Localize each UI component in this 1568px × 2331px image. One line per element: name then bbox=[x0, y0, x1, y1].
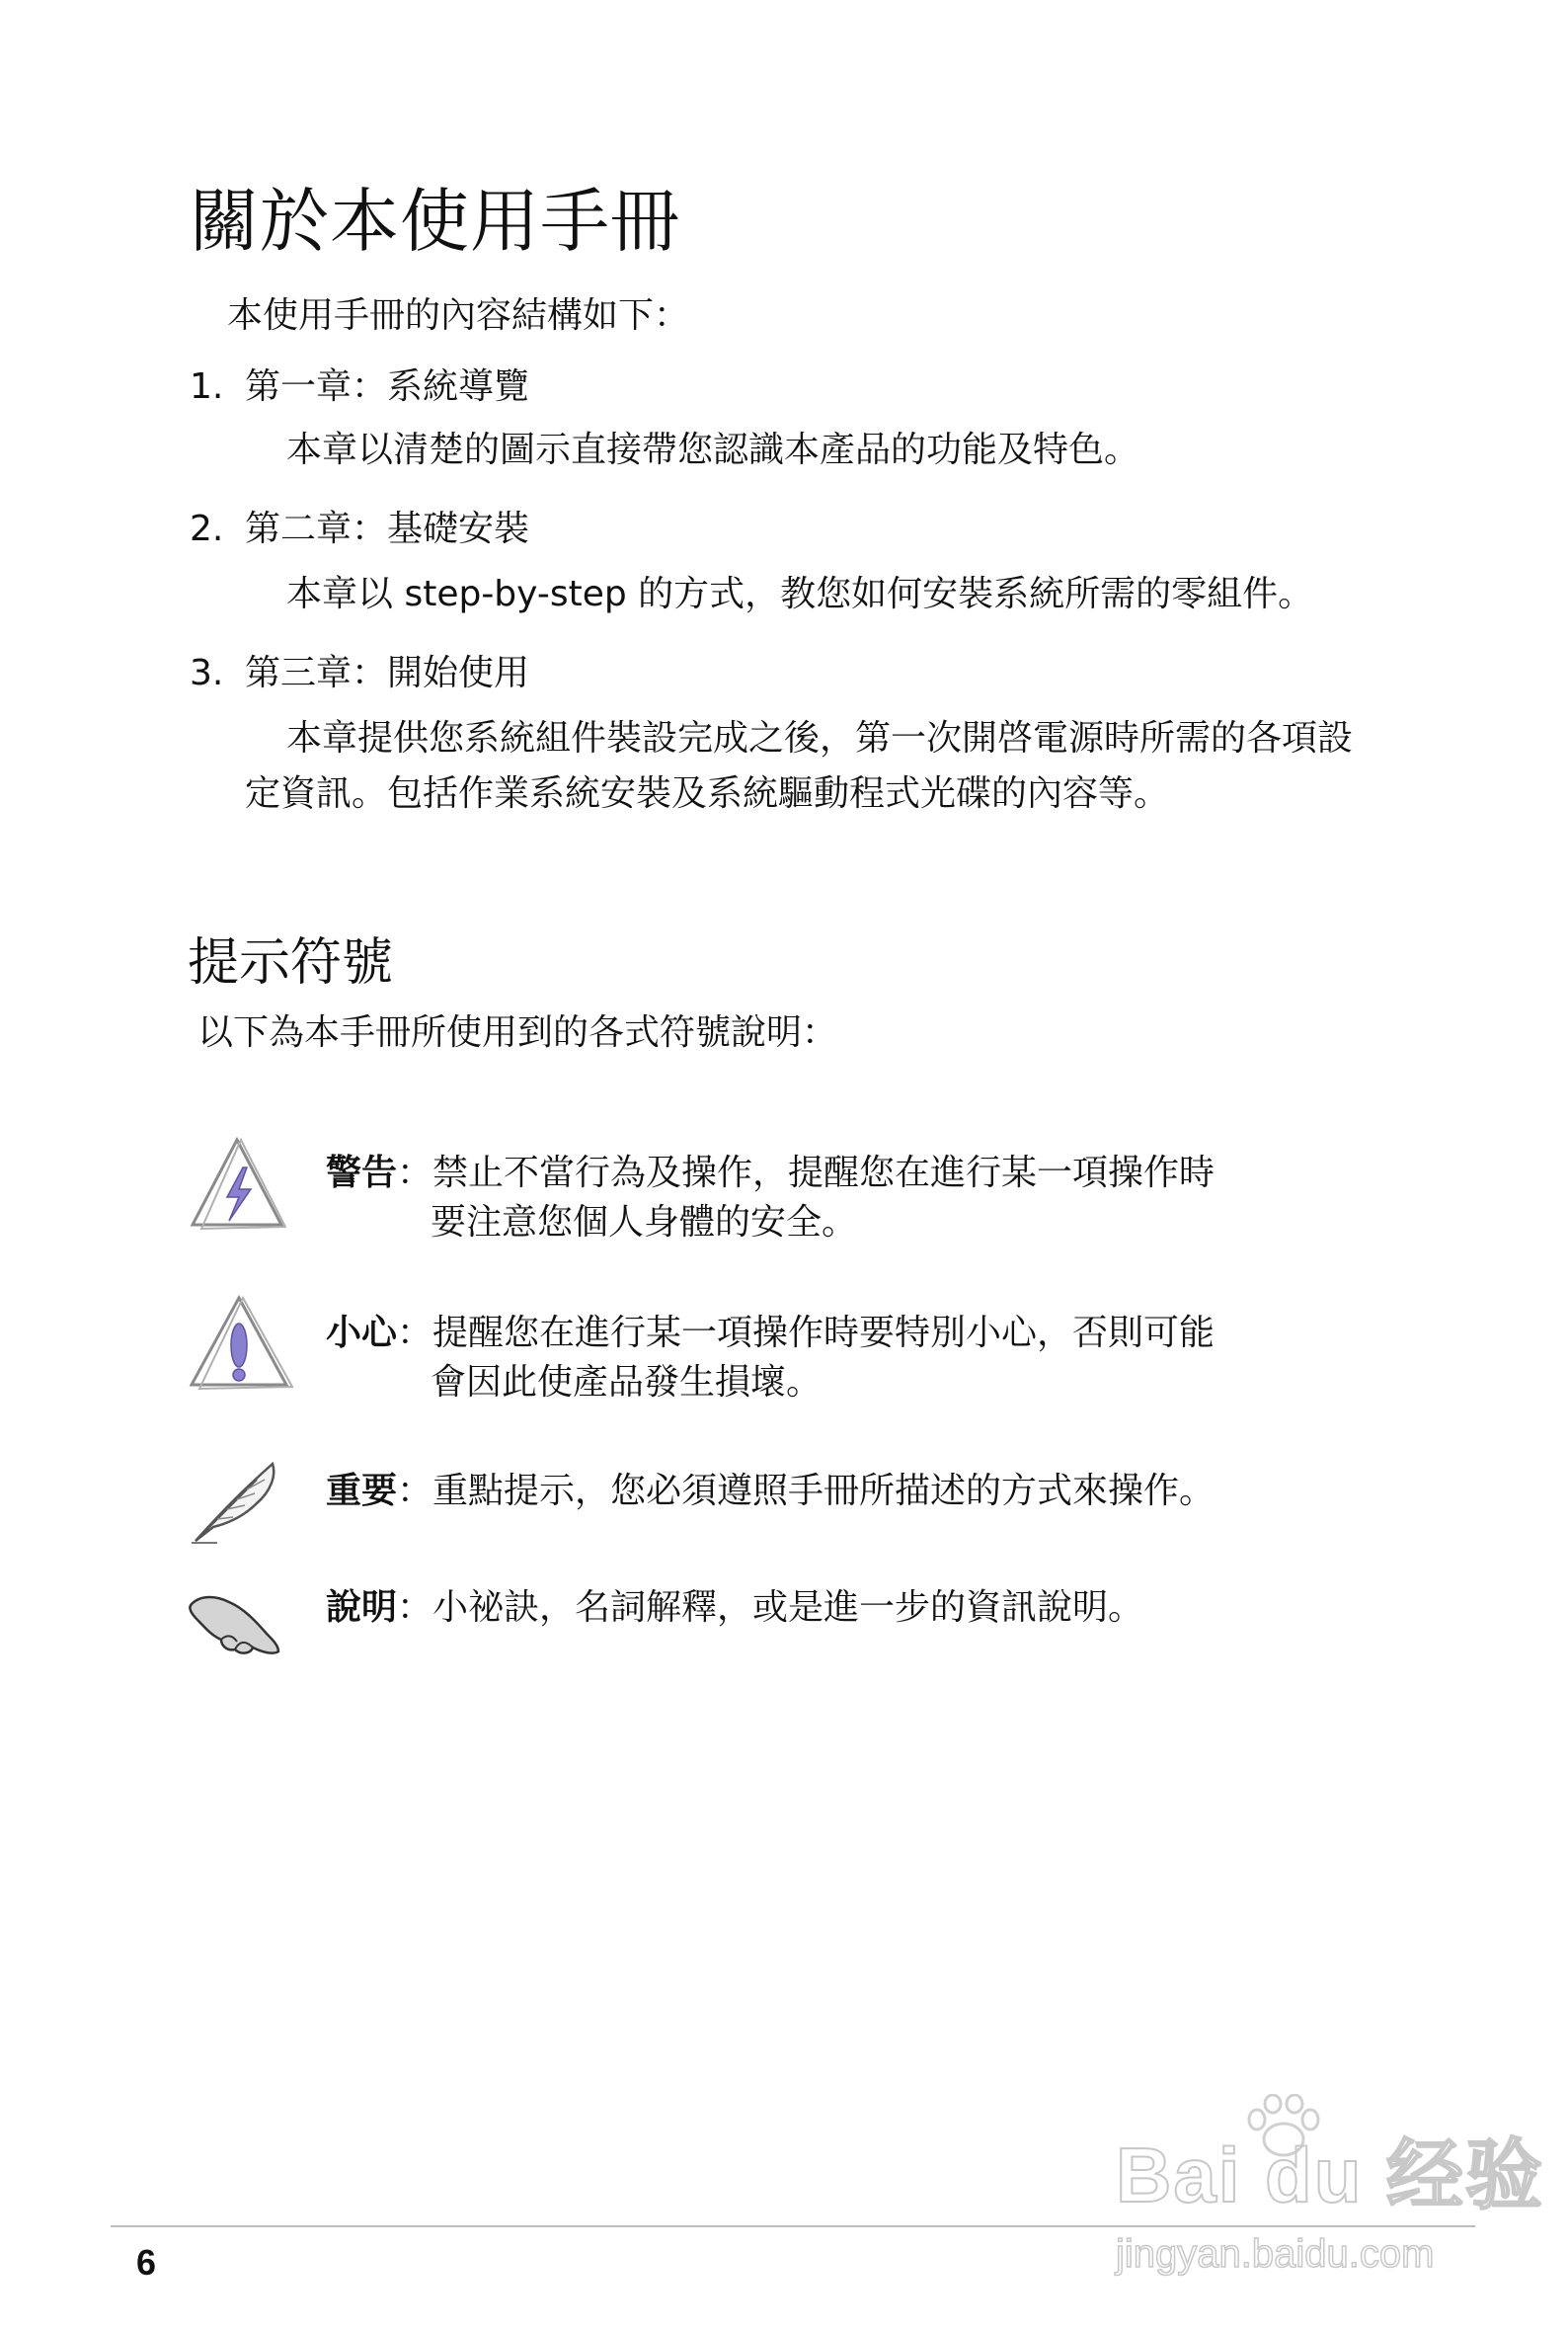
watermark-url: jingyan.baidu.com bbox=[1116, 2232, 1435, 2276]
note-caution-line1 bbox=[326, 1308, 1215, 1359]
intro-text: 本使用手冊的內容結構如下： bbox=[227, 295, 690, 336]
section-intro: 以下為本手冊所使用到的各式符號說明： bbox=[197, 1012, 838, 1053]
note-warning-line1 bbox=[326, 1148, 1215, 1199]
chapter-desc-2: 本章以 step-by-step 的方式，教您如何安裝系統所需的零組件。 bbox=[286, 574, 1314, 614]
chapter-desc-3-line2: 定資訊。包括作業系統安裝及系統驅動程式光碟的內容等。 bbox=[245, 773, 1170, 814]
note-label: 小心 bbox=[326, 1313, 398, 1353]
feather-quill-icon bbox=[188, 1458, 286, 1547]
pointing-hand-icon bbox=[188, 1590, 286, 1659]
note-label: 說明 bbox=[326, 1587, 398, 1628]
note-separator: ： bbox=[397, 1153, 433, 1193]
chapter-heading-2 bbox=[190, 504, 529, 555]
note-text: 提醒您在進行某一項操作時要特別小心，否則可能 bbox=[432, 1313, 1215, 1353]
caution-exclamation-icon bbox=[188, 1292, 296, 1395]
note-info-line1 bbox=[326, 1582, 1143, 1634]
note-caution-line2: 會因此使產品發生損壞。 bbox=[431, 1362, 823, 1403]
note-separator: ： bbox=[397, 1587, 433, 1628]
section-title: 提示符號 bbox=[188, 933, 394, 993]
footer-divider bbox=[111, 2225, 1475, 2227]
list-number: 2. bbox=[190, 509, 224, 549]
page-number: 6 bbox=[136, 2242, 157, 2283]
chapter-desc-3-line1: 本章提供您系統組件裝設完成之後，第一次開啓電源時所需的各項設 bbox=[286, 718, 1354, 759]
note-separator: ： bbox=[397, 1313, 433, 1353]
note-warning-line2: 要注意您個人身體的安全。 bbox=[431, 1202, 858, 1243]
chapter-title: 第三章：開始使用 bbox=[245, 653, 530, 693]
chapter-desc-1: 本章以清楚的圖示直接帶您認識本產品的功能及特色。 bbox=[286, 430, 1140, 470]
watermark-brand: Bai du 经验 bbox=[1116, 2131, 1545, 2218]
chapter-heading-1 bbox=[190, 362, 529, 413]
note-text: 小祕訣，名詞解釋，或是進一步的資訊說明。 bbox=[432, 1587, 1144, 1628]
note-label: 重要 bbox=[326, 1471, 398, 1511]
note-label: 警告 bbox=[326, 1153, 398, 1193]
note-important-line1 bbox=[326, 1466, 1215, 1517]
list-number: 3. bbox=[190, 653, 224, 693]
page-title: 關於本使用手冊 bbox=[190, 181, 680, 262]
warning-lightning-icon bbox=[188, 1134, 286, 1235]
note-separator: ： bbox=[397, 1471, 433, 1511]
chapter-heading-3 bbox=[190, 648, 529, 699]
note-text: 禁止不當行為及操作，提醒您在進行某一項操作時 bbox=[432, 1153, 1215, 1193]
list-number: 1. bbox=[190, 366, 224, 407]
chapter-title: 第一章：系統導覽 bbox=[245, 366, 530, 407]
chapter-title: 第二章：基礎安裝 bbox=[245, 509, 530, 549]
note-text: 重點提示，您必須遵照手冊所描述的方式來操作。 bbox=[432, 1471, 1215, 1511]
